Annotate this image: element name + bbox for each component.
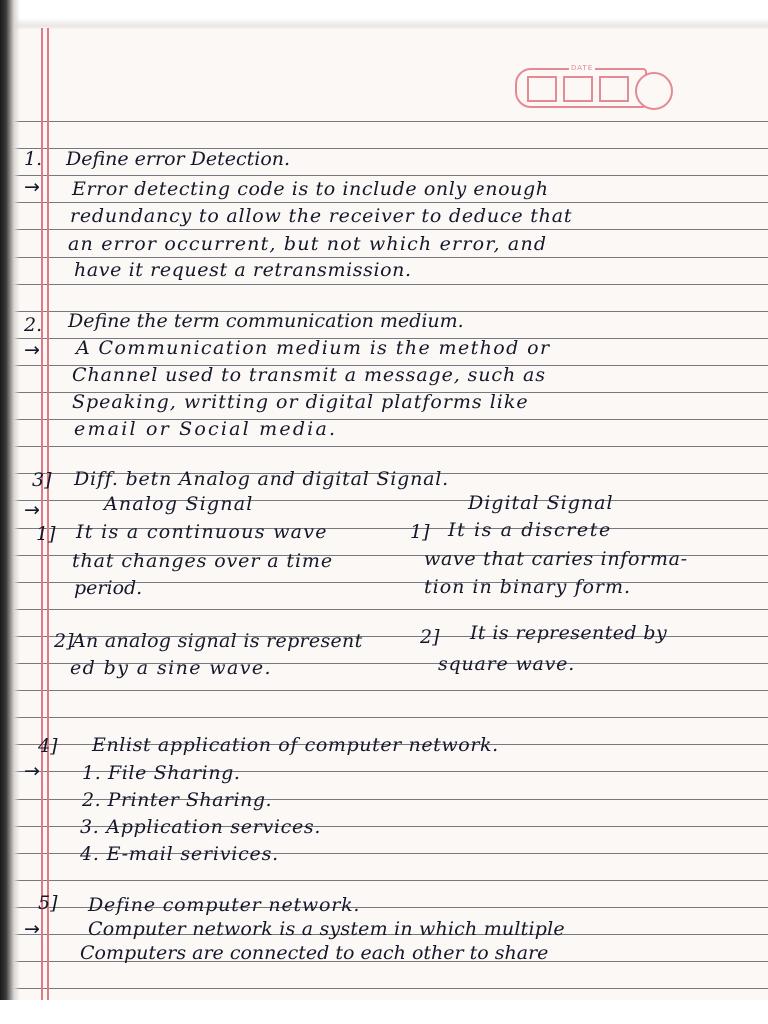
q4-item4: 4. E-mail serivices. bbox=[80, 843, 279, 865]
page-top-edge bbox=[0, 0, 768, 30]
ruled-line bbox=[10, 257, 768, 258]
q1-title: Define error Detection. bbox=[66, 148, 291, 170]
q1-number: 1. bbox=[24, 148, 43, 170]
q4-item2: 2. Printer Sharing. bbox=[82, 789, 273, 811]
q3-row1-left: It is a continuous wave bbox=[76, 521, 328, 543]
date-box bbox=[515, 64, 660, 108]
arrow-icon: → bbox=[24, 499, 40, 521]
q3-row2-left: that changes over a time bbox=[72, 550, 333, 572]
q5-title: Define computer network. bbox=[88, 894, 361, 916]
q2-title: Define the term communication medium. bbox=[68, 310, 464, 332]
q5-answer-line1: Computer network is a system in which multiple bbox=[88, 918, 565, 940]
q3-row2-right: wave that caries informa- bbox=[424, 548, 688, 570]
page-left-edge bbox=[0, 0, 20, 1024]
q3-row1-right: It is a discrete bbox=[448, 519, 612, 541]
q1-answer-line3: an error occurrent, but not which error, and bbox=[68, 233, 548, 255]
q3-row3-left: period. bbox=[74, 577, 143, 599]
q3-title: Diff. betn Analog and digital Signal. bbox=[74, 468, 449, 490]
q3-row3-right: tion in binary form. bbox=[424, 576, 632, 598]
ruled-line bbox=[10, 229, 768, 230]
ruled-line bbox=[10, 175, 768, 176]
q5-answer-line2: Computers are connected to each other to share bbox=[80, 942, 549, 964]
date-box-cell bbox=[527, 76, 557, 102]
q2-answer-line1: A Communication medium is the method or bbox=[76, 337, 551, 359]
date-box-label: DATE bbox=[571, 64, 594, 72]
arrow-icon: → bbox=[24, 339, 40, 361]
arrow-icon: → bbox=[24, 918, 40, 940]
date-box-cell bbox=[563, 76, 593, 102]
arrow-icon: → bbox=[24, 760, 40, 782]
q3-item1-marker: 1] bbox=[36, 523, 56, 545]
q3-item2-marker: 2] bbox=[54, 630, 74, 652]
ruled-line bbox=[10, 446, 768, 447]
q3-row4-right: It is represented by bbox=[470, 622, 668, 644]
ruled-line bbox=[10, 690, 768, 691]
ruled-line bbox=[10, 880, 768, 881]
q1-answer-line2: redundancy to allow the receiver to deduce that bbox=[70, 205, 573, 227]
ruled-line bbox=[10, 988, 768, 989]
page-bottom-edge bbox=[0, 1000, 768, 1024]
ruled-line bbox=[10, 284, 768, 285]
q3-column-left-heading: Analog Signal bbox=[104, 493, 254, 515]
q5-number: 5] bbox=[38, 892, 58, 914]
margin-line-outer bbox=[41, 28, 43, 1000]
q3-column-right-heading: Digital Signal bbox=[468, 492, 614, 514]
q1-answer-line1: Error detecting code is to include only enough bbox=[72, 178, 549, 200]
q3-row4-left: An analog signal is represent bbox=[72, 630, 363, 652]
q4-item3: 3. Application services. bbox=[80, 816, 322, 838]
q3-item2-right-marker: 2] bbox=[420, 626, 440, 648]
date-box-circle bbox=[635, 72, 673, 110]
margin-line-inner bbox=[47, 28, 49, 1000]
q2-number: 2. bbox=[24, 314, 43, 336]
q3-item1-right-marker: 1] bbox=[410, 521, 430, 543]
q2-answer-line4: email or Social media. bbox=[74, 418, 338, 440]
q2-answer-line2: Channel used to transmit a message, such as bbox=[72, 364, 546, 386]
q4-title: Enlist application of computer network. bbox=[92, 734, 499, 756]
date-box-cell bbox=[599, 76, 629, 102]
ruled-line bbox=[10, 609, 768, 610]
q3-row5-left: ed by a sine wave. bbox=[70, 657, 272, 679]
ruled-line bbox=[10, 202, 768, 203]
q2-answer-line3: Speaking, writting or digital platforms like bbox=[72, 391, 529, 413]
ruled-line bbox=[10, 717, 768, 718]
q1-answer-line4: have it request a retransmission. bbox=[74, 259, 412, 281]
q3-row5-right: square wave. bbox=[438, 653, 576, 675]
q3-number: 3] bbox=[32, 469, 52, 491]
q4-number: 4] bbox=[38, 735, 58, 757]
ruled-line bbox=[10, 121, 768, 122]
arrow-icon: → bbox=[24, 176, 40, 198]
q4-item1: 1. File Sharing. bbox=[82, 762, 241, 784]
